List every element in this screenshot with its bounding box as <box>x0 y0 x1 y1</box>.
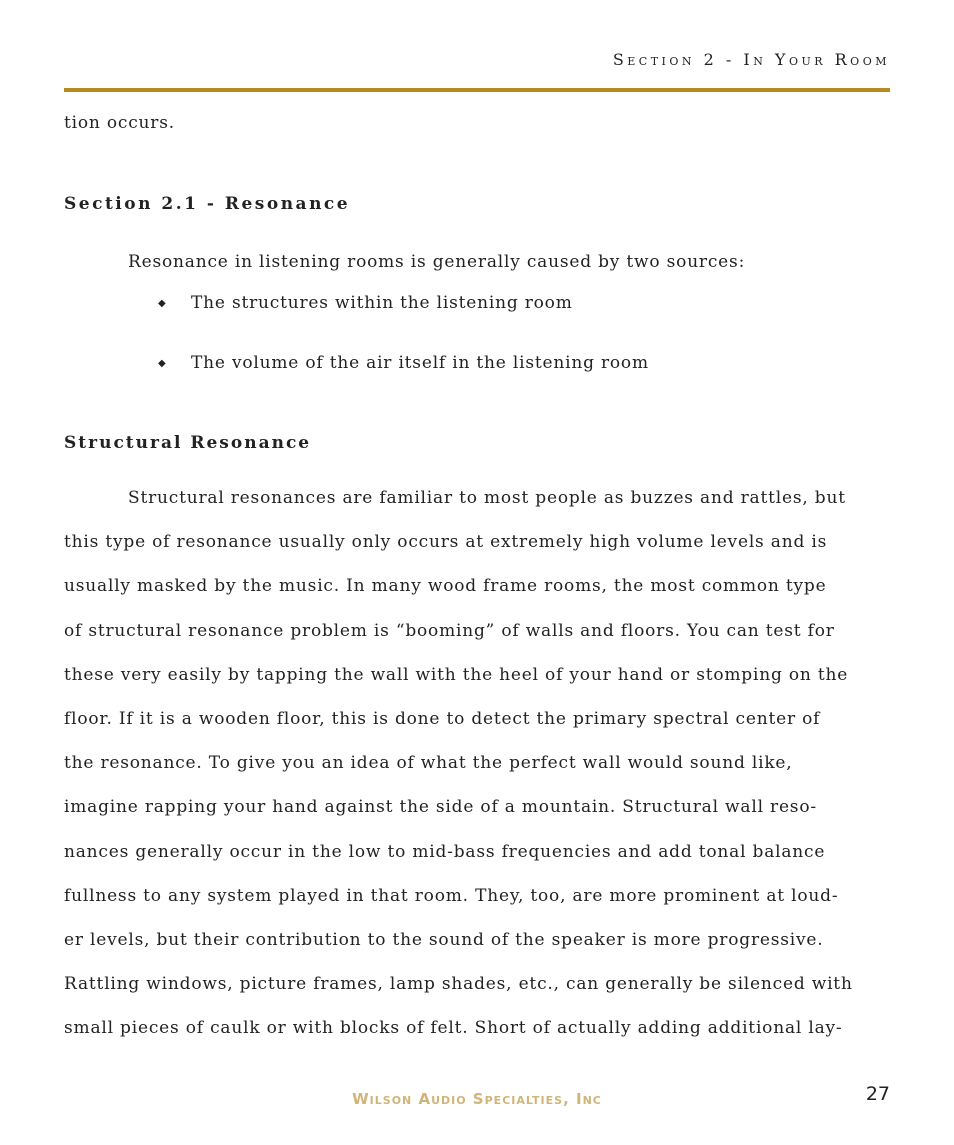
paragraph-line: the resonance. To give you an idea of what the perfect wall would sound like, <box>64 753 793 774</box>
paragraph-line: small pieces of caulk or with blocks of felt. Short of actually adding additional lay- <box>64 1018 843 1039</box>
bullet-item <box>158 353 649 373</box>
bullet-diamond-icon: ◆ <box>158 298 167 309</box>
paragraph-line: this type of resonance usually only occurs at extremely high volume levels and is <box>64 532 828 553</box>
section-heading: Section 2.1 - Resonance <box>64 194 351 214</box>
paragraph-line: er levels, but their contribution to the sound of the speaker is more progressive. <box>64 929 824 950</box>
running-header: Section 2 - In Your Room <box>612 50 890 69</box>
paragraph-line: imagine rapping your hand against the side of a mountain. Structural wall reso- <box>64 797 817 818</box>
continuation-text: tion occurs. <box>64 113 175 133</box>
paragraph-line: of structural resonance problem is “booming” of walls and floors. You can test for <box>64 620 835 641</box>
paragraph-line: these very easily by tapping the wall with the heel of your hand or stomping on the <box>64 664 849 685</box>
bullet-item <box>158 293 573 313</box>
paragraph-line: floor. If it is a wooden floor, this is done to detect the primary spectral center of <box>64 708 821 729</box>
paragraph-line: Structural resonances are familiar to most people as buzzes and rattles, but <box>128 488 846 508</box>
bullet-diamond-icon: ◆ <box>158 358 167 369</box>
header-rule <box>64 88 890 92</box>
paragraph-line: fullness to any system played in that room. They, too, are more prominent at loud- <box>64 885 839 906</box>
page-number: 27 <box>865 1083 890 1105</box>
footer-brand: Wilson Audio Specialties, Inc <box>352 1090 602 1108</box>
paragraph-line: Rattling windows, picture frames, lamp shades, etc., can generally be silenced with <box>64 974 853 995</box>
paragraph-line: usually masked by the music. In many wood frame rooms, the most common type <box>64 576 827 597</box>
intro-text: Resonance in listening rooms is generally caused by two sources: <box>128 252 746 272</box>
body-paragraph <box>64 476 890 1050</box>
paragraph-line: nances generally occur in the low to mid-bass frequencies and add tonal balance <box>64 841 826 862</box>
subheading: Structural Resonance <box>64 433 312 453</box>
bullet-text: The volume of the air itself in the listening room <box>191 353 649 373</box>
bullet-text: The structures within the listening room <box>191 293 573 313</box>
